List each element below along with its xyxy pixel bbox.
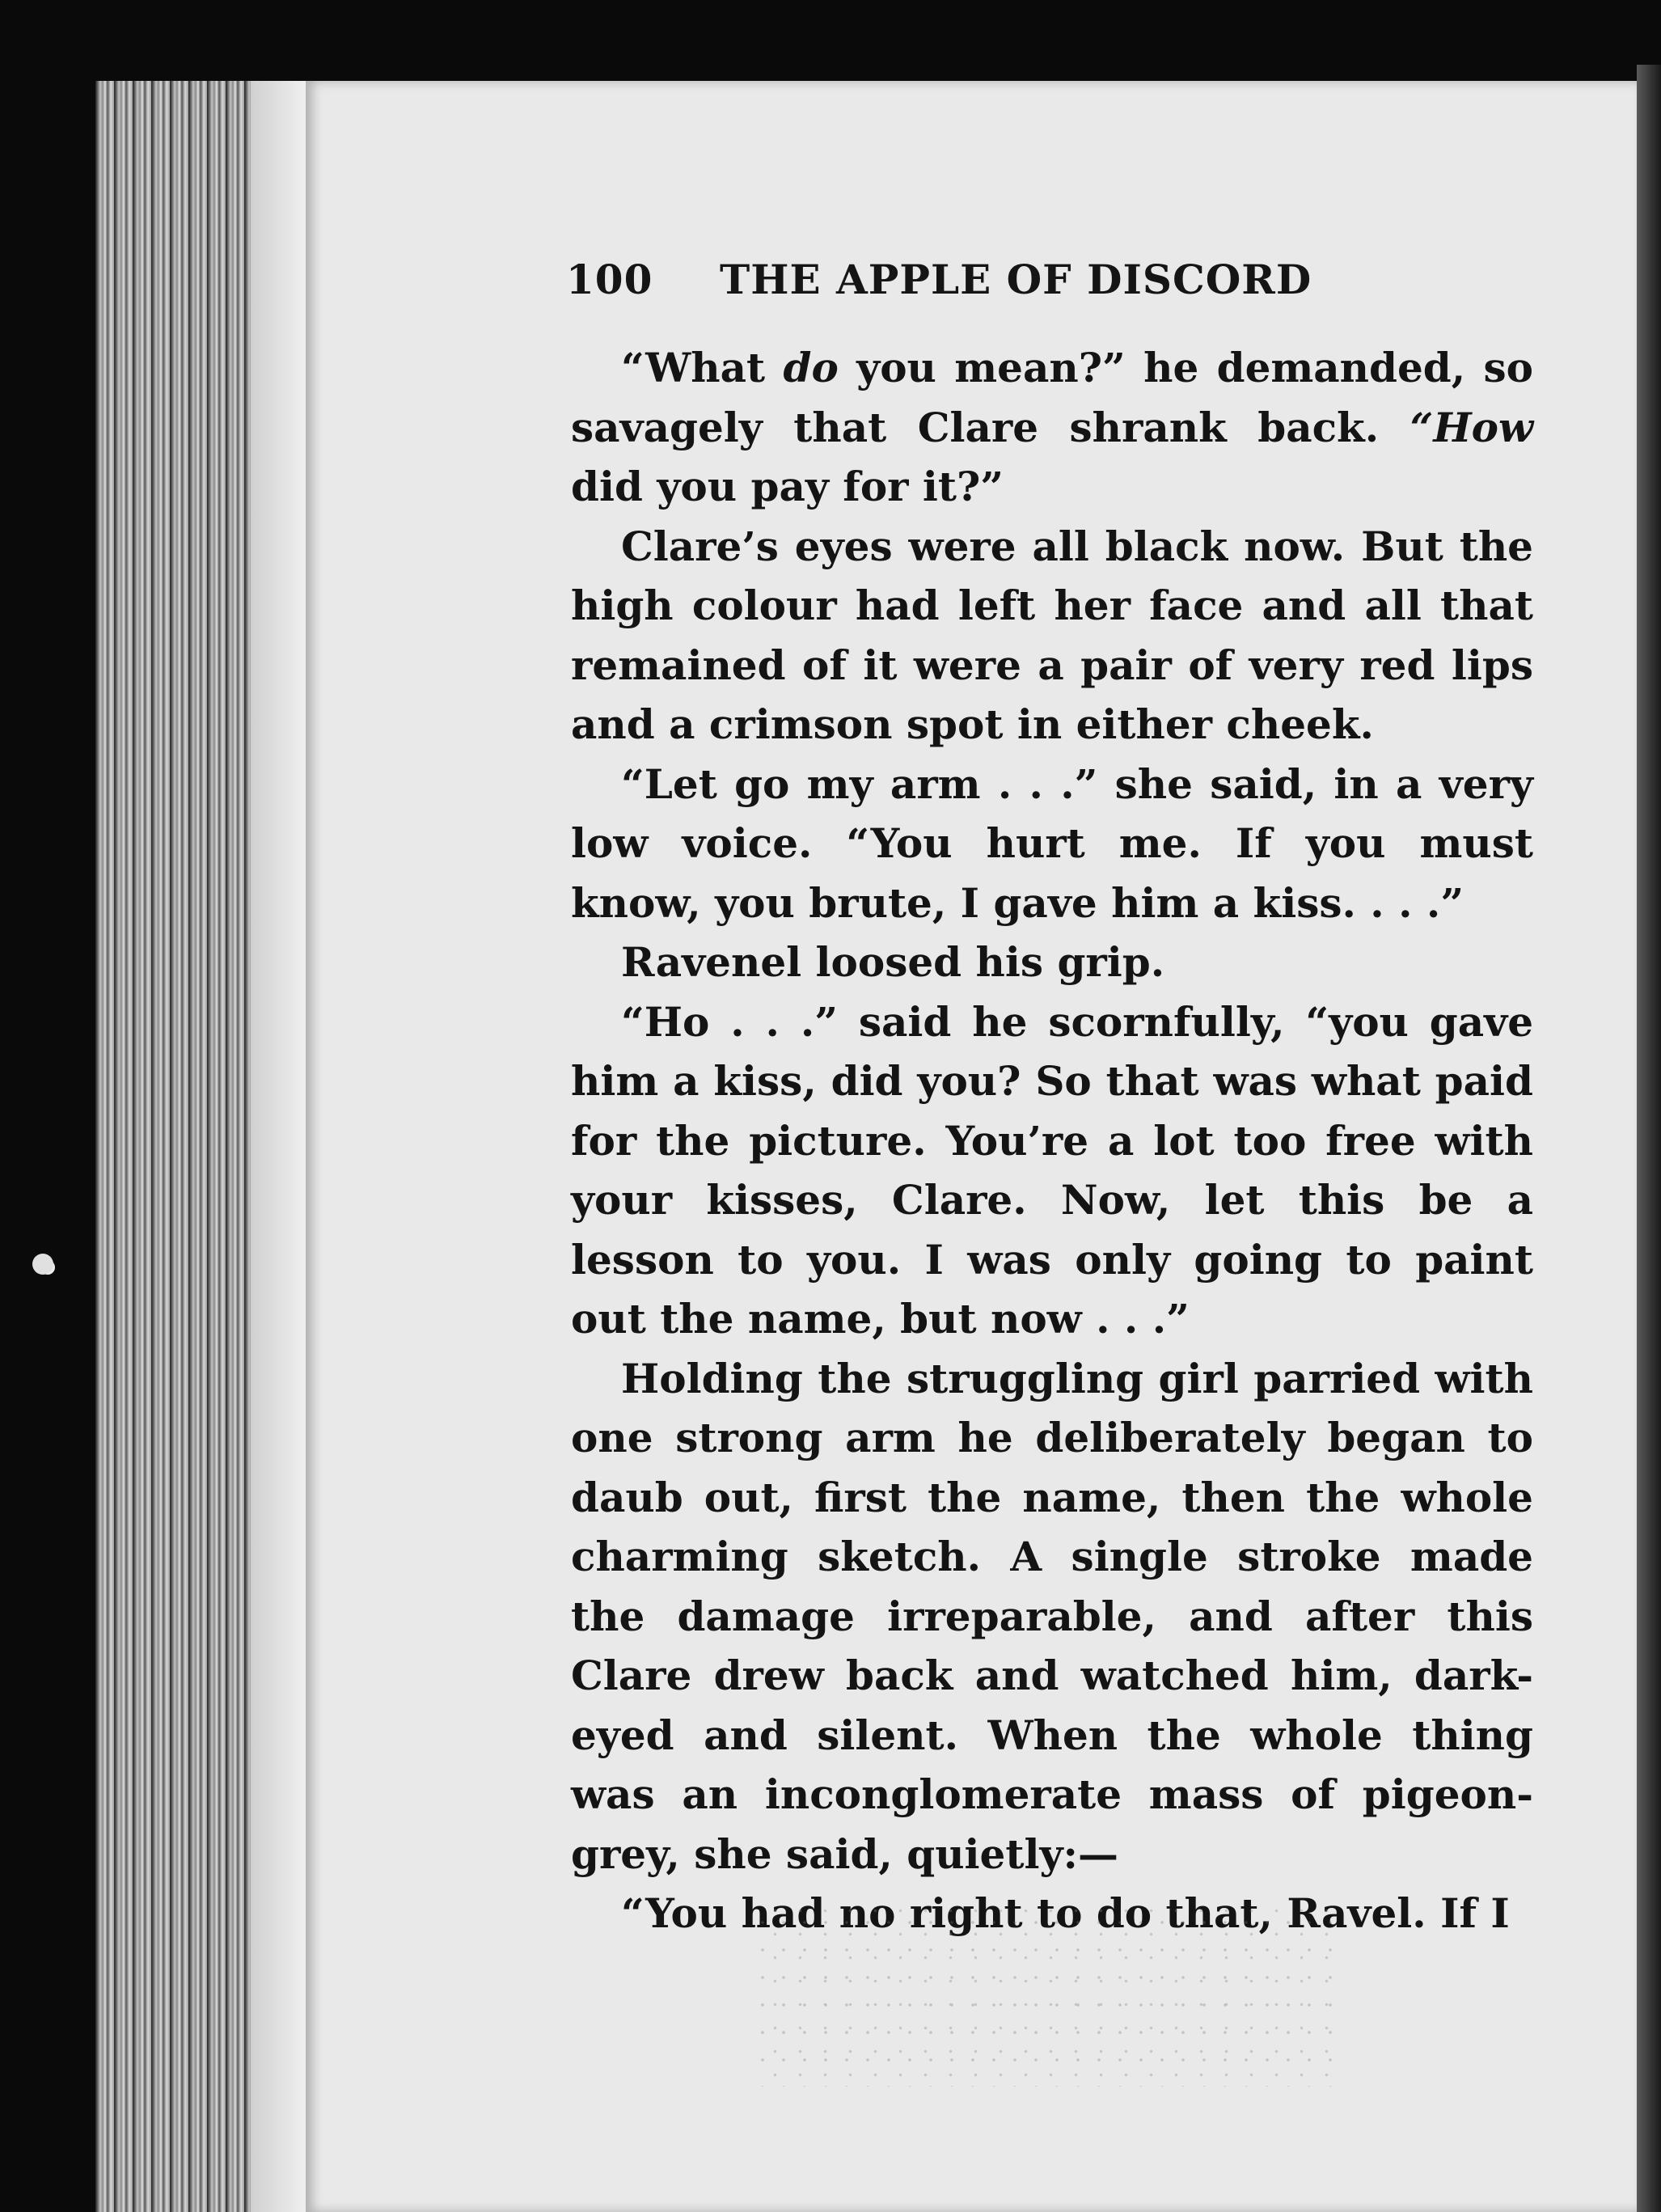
scan-speck [32,1254,53,1275]
paragraph-text: did you pay for it?” [571,463,1004,510]
paragraph-text: you mean?” he demanded, so savagely that Clare shrank back. [571,344,1534,451]
emphasis-text: do [783,344,839,391]
emphasis-text: “How [1410,403,1533,451]
paragraph: Holding the struggling girl parried with one strong arm he deliberately began to daub out, first the name, then the whole charming sketch. A single stroke made the damage irreparable, and after this Clare drew back and watched him, dark-eyed and silent. When the whole thing was an inconglomerate mass of pigeon-grey, she said, quietly:— [571,1354,1533,1878]
page-number: 100 [566,256,653,303]
book-page-edges [95,81,307,2212]
paragraph: “Ho . . .” said he scornfully, “you gave him a kiss, did you? So that was what paid for the picture. You’re a lot too free with your kisses, Clare. Now, let this be a lesson to you. I was only going to paint out the name, but now . . .” [571,997,1533,1343]
show-through-text [752,1909,1334,2087]
paragraph: “You had no right to do that, Ravel. If I [621,1889,1510,1937]
book-title: THE APPLE OF DISCORD [720,256,1312,303]
paragraph: Ravenel loosed his grip. [621,938,1165,986]
running-head [566,256,1334,312]
paragraph: Clare’s eyes were all black now. But the high colour had left her face and all that remained of it were a pair of very red lips and a crimson spot in either cheek. [571,522,1533,748]
paragraph: “Let go my arm . . .” she said, in a very low voice. “You hurt me. If you must know, you brute, I gave him a kiss. . . .” [571,759,1533,927]
paragraph-text: “What [621,344,784,391]
page-text [571,338,1533,1943]
paragraph [571,338,1533,517]
book-right-edge [1637,65,1661,2212]
